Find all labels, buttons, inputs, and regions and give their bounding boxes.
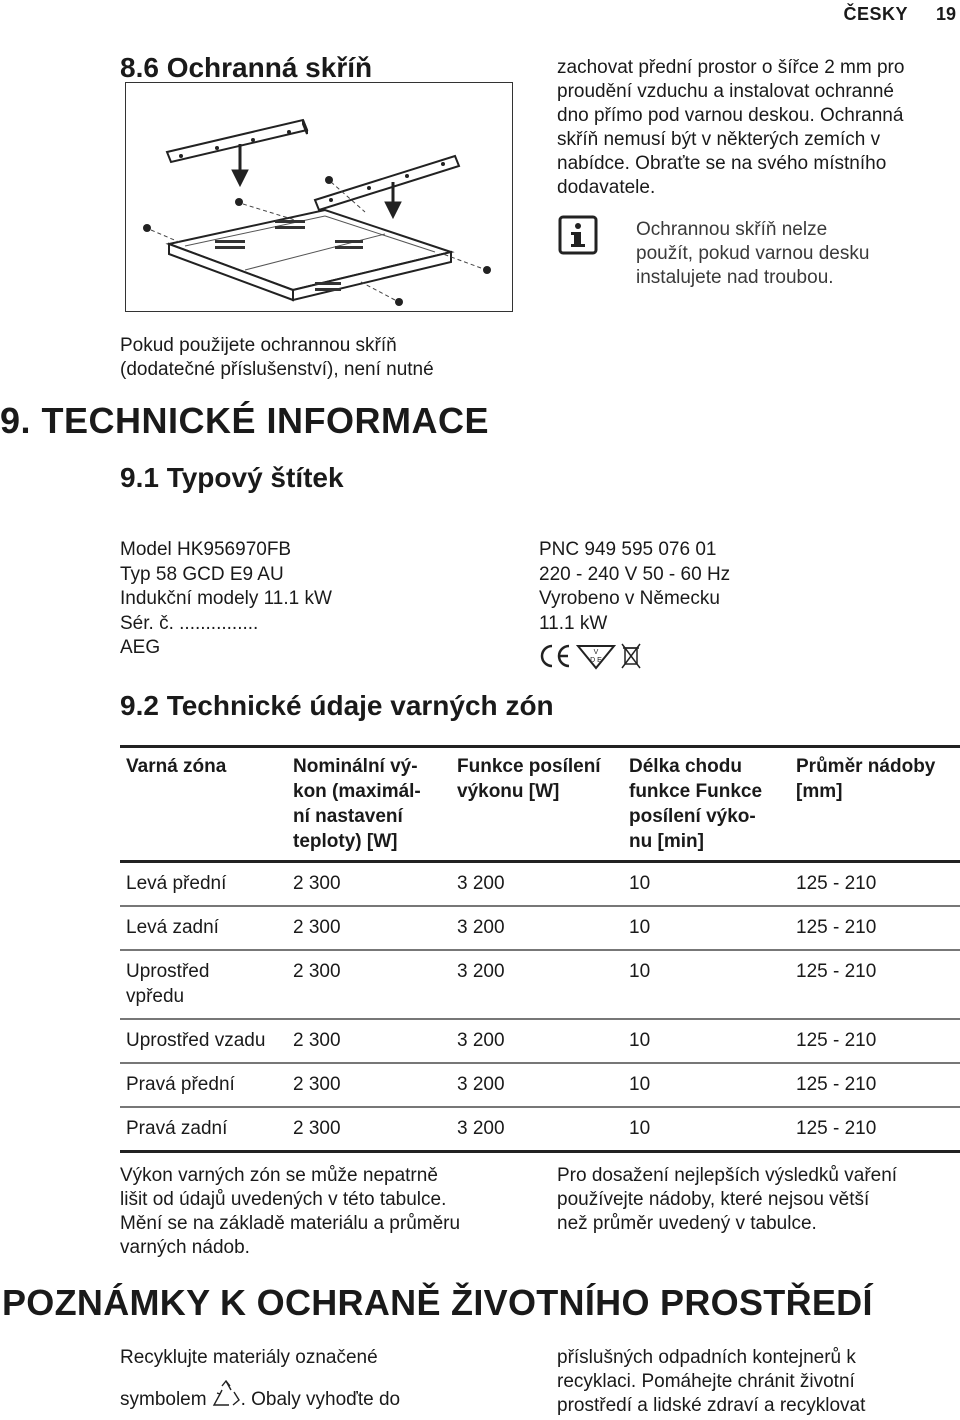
header-line: Délka chodu <box>629 756 742 777</box>
environment-title: POZNÁMKY K OCHRANĚ ŽIVOTNÍHO PROSTŘEDÍ <box>2 1282 873 1323</box>
protective-box-illustration <box>125 82 513 312</box>
table-cell: 10 <box>629 1030 651 1051</box>
text-line: Recyklujte materiály označené <box>120 1347 378 1368</box>
table-note-right <box>557 1164 957 1236</box>
table-cell: 3 200 <box>457 1030 505 1051</box>
text-line: 220 - 240 V 50 - 60 Hz <box>539 563 731 585</box>
section-9-1-title: 9.1 Typový štítek <box>120 462 344 493</box>
text-line: (dodatečné příslušenství), není nutné <box>120 359 434 380</box>
text-line: Mění se na základě materiálu a průměru <box>120 1213 461 1234</box>
rating-plate-left <box>120 538 520 661</box>
text-line: recyklaci. Pomáhejte chránit životní <box>557 1371 855 1392</box>
section-8-6-title: 8.6 Ochranná skříň <box>120 52 373 83</box>
zones-table <box>120 745 960 1153</box>
table-cell: 3 200 <box>457 1074 505 1095</box>
header-line: Funkce posílení <box>457 756 601 777</box>
header-line: funkce Funkce <box>629 781 763 802</box>
text-line: dno přímo pod varnou deskou. Ochranná <box>557 105 904 126</box>
table-cell: 3 200 <box>457 961 505 982</box>
cell-line: Pravá zadní <box>126 1118 228 1139</box>
table-cell: 2 300 <box>293 1074 341 1095</box>
table-row <box>120 1063 960 1107</box>
text-line: použít, pokud varnou desku <box>636 243 870 264</box>
environment-right-text <box>557 1346 957 1418</box>
text-line: zachovat přední prostor o šířce 2 mm pro <box>557 57 905 78</box>
text-line: lišit od údajů uvedených v této tabulce. <box>120 1189 447 1210</box>
text-line: 11.1 kW <box>539 612 608 634</box>
text-line: než průměr uvedený v tabulce. <box>557 1213 817 1234</box>
text-line: Pokud použijete ochrannou skříň <box>120 335 397 356</box>
svg-text:D E: D E <box>590 657 602 664</box>
environment-left-text <box>120 1346 540 1412</box>
table-row <box>120 950 960 1019</box>
text-line: příslušných odpadních kontejnerů k <box>557 1347 856 1368</box>
certification-marks <box>538 642 642 670</box>
table-header-cell <box>790 747 960 862</box>
text-line: Sér. č. ............... <box>120 612 259 634</box>
text-fragment: . Obaly vyhoďte do <box>240 1389 401 1410</box>
table-cell: 125 - 210 <box>796 1030 877 1051</box>
header-line: kon (maximál- <box>293 781 421 802</box>
header-line: nu [min] <box>629 831 704 852</box>
table-cell: 125 - 210 <box>796 873 877 894</box>
table-cell: 10 <box>629 1118 651 1139</box>
cell-line: Uprostřed <box>126 961 210 982</box>
table-cell: 10 <box>629 961 651 982</box>
table-row <box>120 862 960 907</box>
table-cell: 3 200 <box>457 873 505 894</box>
table-note-left <box>120 1164 540 1260</box>
table-cell: 3 200 <box>457 1118 505 1139</box>
header-line: Průměr nádoby <box>796 756 936 777</box>
text-line: AEG <box>120 637 161 658</box>
text-line: Typ 58 GCD E9 AU <box>120 563 284 585</box>
cell-line: Levá zadní <box>126 917 219 938</box>
table-cell-zone <box>120 862 287 907</box>
header-line: [mm] <box>796 781 843 802</box>
table-cell: 3 200 <box>457 917 505 938</box>
text-line: Indukční modely 11.1 kW <box>120 588 332 609</box>
table-cell: 2 300 <box>293 917 341 938</box>
table-cell-zone <box>120 950 287 1019</box>
table-header-cell <box>623 747 790 862</box>
ce-mark-icon <box>538 643 572 669</box>
section-8-6-right-text <box>557 56 957 200</box>
table-header-cell <box>451 747 623 862</box>
text-line: dodavatele. <box>557 177 656 198</box>
text-line-with-icon <box>120 1380 540 1412</box>
table-header-row <box>120 747 960 862</box>
text-fragment: symbolem <box>120 1389 207 1410</box>
info-note <box>636 218 956 290</box>
header-line: Varná zóna <box>126 756 227 777</box>
recycle-icon <box>211 1380 241 1410</box>
table-cell: 125 - 210 <box>796 961 877 982</box>
text-line: varných nádob. <box>120 1237 250 1258</box>
table-row <box>120 1019 960 1063</box>
table-row <box>120 1107 960 1152</box>
header-line: ní nastavení <box>293 806 403 827</box>
info-icon <box>558 215 598 255</box>
header-language: ČESKY <box>843 4 908 24</box>
text-line: PNC 949 595 076 01 <box>539 539 717 560</box>
table-header-cell <box>287 747 451 862</box>
svg-text:V: V <box>593 649 599 656</box>
table-cell-zone <box>120 1107 287 1152</box>
header-line: Nominální vý- <box>293 756 418 777</box>
cell-line: Uprostřed vzadu <box>126 1030 266 1051</box>
table-cell: 125 - 210 <box>796 917 877 938</box>
table-cell: 2 300 <box>293 961 341 982</box>
text-line: prostředí a lidské zdraví a recyklovat <box>557 1395 866 1416</box>
cell-line: vpředu <box>126 986 185 1007</box>
text-line: instalujete nad troubou. <box>636 267 834 288</box>
rating-plate-right <box>539 538 939 636</box>
header-line: posílení výko- <box>629 806 756 827</box>
text-line: skříň nemusí být v některých zemích v <box>557 129 881 150</box>
cell-line: Pravá přední <box>126 1074 235 1095</box>
table-cell: 2 300 <box>293 873 341 894</box>
text-line: Vyrobeno v Německu <box>539 588 720 609</box>
table-cell: 10 <box>629 1074 651 1095</box>
page-number: 19 <box>935 4 956 24</box>
vde-mark-icon <box>576 642 616 670</box>
text-line: Ochrannou skříň nelze <box>636 219 828 240</box>
table-cell: 125 - 210 <box>796 1074 877 1095</box>
table-cell: 10 <box>629 917 651 938</box>
weee-bin-icon <box>620 642 642 670</box>
text-line: Pro dosažení nejlepších výsledků vaření <box>557 1165 898 1186</box>
table-cell: 2 300 <box>293 1118 341 1139</box>
table-cell: 2 300 <box>293 1030 341 1051</box>
text-line: Výkon varných zón se může nepatrně <box>120 1165 438 1186</box>
table-cell: 125 - 210 <box>796 1118 877 1139</box>
text-line: Model HK956970FB <box>120 539 292 560</box>
header-line: teploty) [W] <box>293 831 398 852</box>
text-line: nabídce. Obraťte se na svého místního <box>557 153 887 174</box>
text-line: proudění vzduchu a instalovat ochranné <box>557 81 894 102</box>
table-header-cell <box>120 747 287 862</box>
section-9-title: 9. TECHNICKÉ INFORMACE <box>0 400 490 441</box>
header-line: výkonu [W] <box>457 781 560 802</box>
table-cell-zone <box>120 906 287 950</box>
table-row <box>120 906 960 950</box>
section-9-2-title: 9.2 Technické údaje varných zón <box>120 690 554 721</box>
section-8-6-left-text <box>120 334 500 382</box>
text-line: používejte nádoby, které nejsou větší <box>557 1189 870 1210</box>
table-cell-zone <box>120 1063 287 1107</box>
cell-line: Levá přední <box>126 873 227 894</box>
table-cell-zone <box>120 1019 287 1063</box>
table-cell: 10 <box>629 873 651 894</box>
